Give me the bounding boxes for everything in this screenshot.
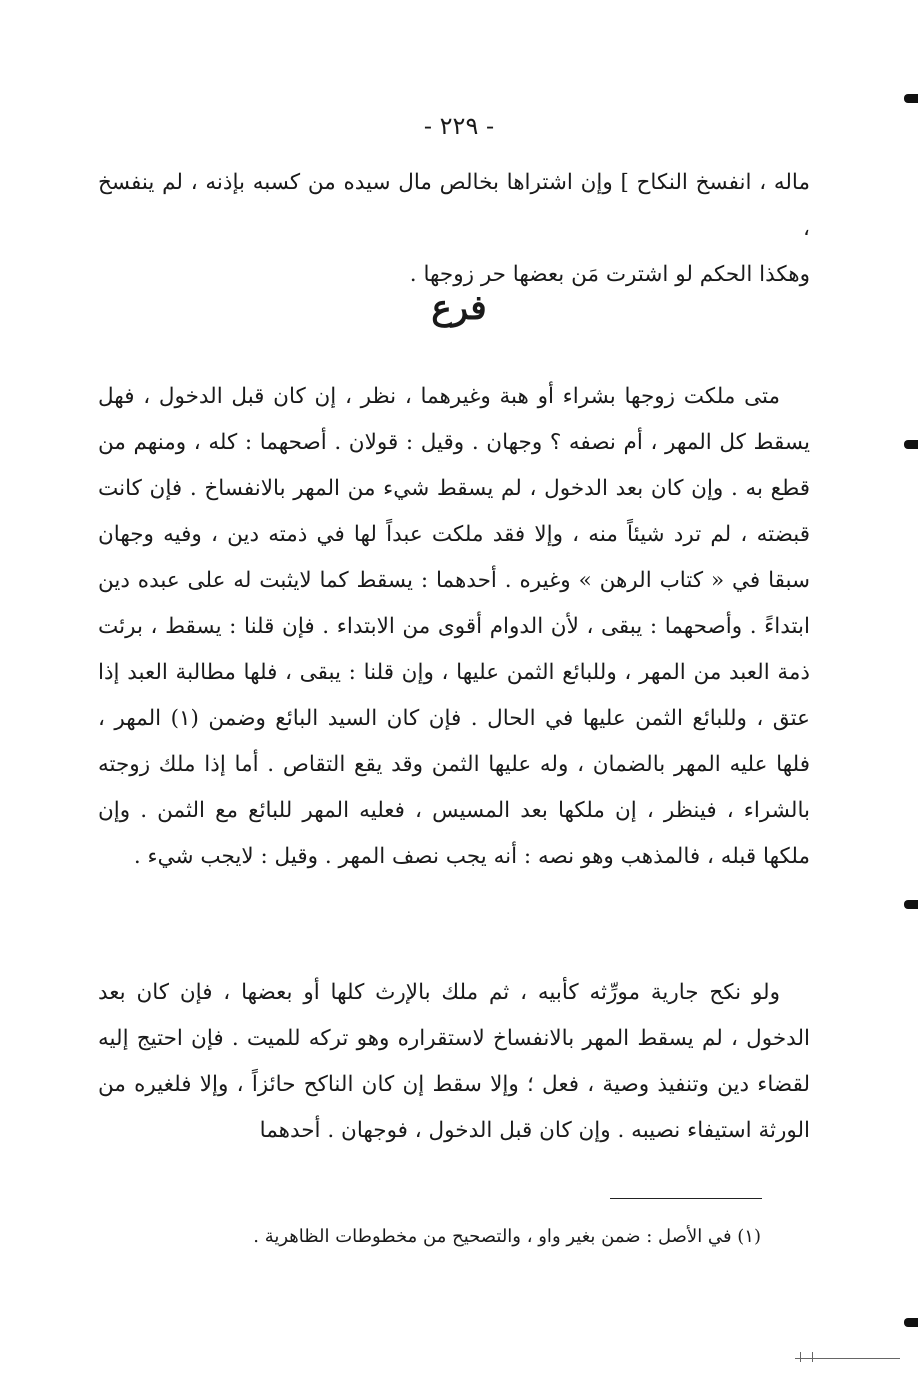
opening-text — [98, 160, 810, 298]
opening-line: وهكذا الحكم لو اشترت مَن بعضها حر زوجها . — [409, 262, 810, 287]
scan-artifact-line — [795, 1358, 900, 1359]
opening-line: ماله ، انفسخ النكاح ] وإن اشتراها بخالص مال سيده من كسبه بإذنه ، لم ينفسخ ، — [98, 170, 810, 241]
scan-artifact-tick — [812, 1352, 813, 1362]
section-heading: فرع — [431, 288, 487, 328]
footnote: (١) في الأصل : ضمن بغير واو ، والتصحيح من مخطوطات الظاهرية . — [253, 1226, 761, 1247]
page-number: - ٢٢٩ - — [423, 112, 495, 140]
paragraph-2: ولو نكح جارية مورِّثه كأبيه ، ثم ملك بالإرث كلها أو بعضها ، فإن كان بعد الدخول ، لم يسقط المهر بالانفساخ لاستقراره وهو تركه للميت . فإن احتيج إليه لقضاء دين وتنفيذ وصية ، فعل ؛ وإلا سقط إن كان الناكح حائزاً ، وإلا فلغيره من الورثة استيفاء نصيبه . وإن كان قبل الدخول ، فوجهان . أحدهما — [98, 980, 810, 1143]
scan-artifact-tick — [800, 1352, 801, 1362]
scan-edge-mark — [904, 94, 918, 103]
scan-edge-mark — [904, 1318, 918, 1327]
scan-edge-mark — [904, 440, 918, 449]
scan-edge-mark — [904, 900, 918, 909]
paragraph-1: متى ملكت زوجها بشراء أو هبة وغيرهما ، نظر ، إن كان قبل الدخول ، فهل يسقط كل المهر ، أم نصفه ؟ وجهان . وقيل : قولان . أصحهما : كله ، ومنهم من قطع به . وإن كان بعد الدخول ، لم يسقط شيء من المهر بالانفساخ . فإن كانت قبضته ، لم ترد شيئاً منه ، وإلا فقد ملكت عبداً لها في ذمته دين ، وفيه وجهان سبقا في « كتاب الرهن » وغيره . أحدهما : يسقط كما لايثبت له على عبده دين ابتداءً . وأصحهما : يبقى ، لأن الدوام أقوى من الابتداء . فإن قلنا : يسقط ، برئت ذمة العبد من المهر ، وللبائع الثمن عليها ، وإن قلنا : يبقى ، فلها مطالبة العبد إذا عتق ، وللبائع الثمن عليها في الحال . فإن كان السيد البائع وضمن (١) المهر ، فلها عليه المهر بالضمان ، وله عليها الثمن وقد يقع التقاص . أما إذا ملك زوجته بالشراء ، فينظر ، إن ملكها بعد المسيس ، فعليه المهر للبائع مع الثمن . وإن ملكها قبله ، فالمذهب وهو نصه : أنه يجب نصف المهر . وقيل : لايجب شيء . — [98, 384, 810, 869]
footnote-divider — [610, 1198, 762, 1199]
